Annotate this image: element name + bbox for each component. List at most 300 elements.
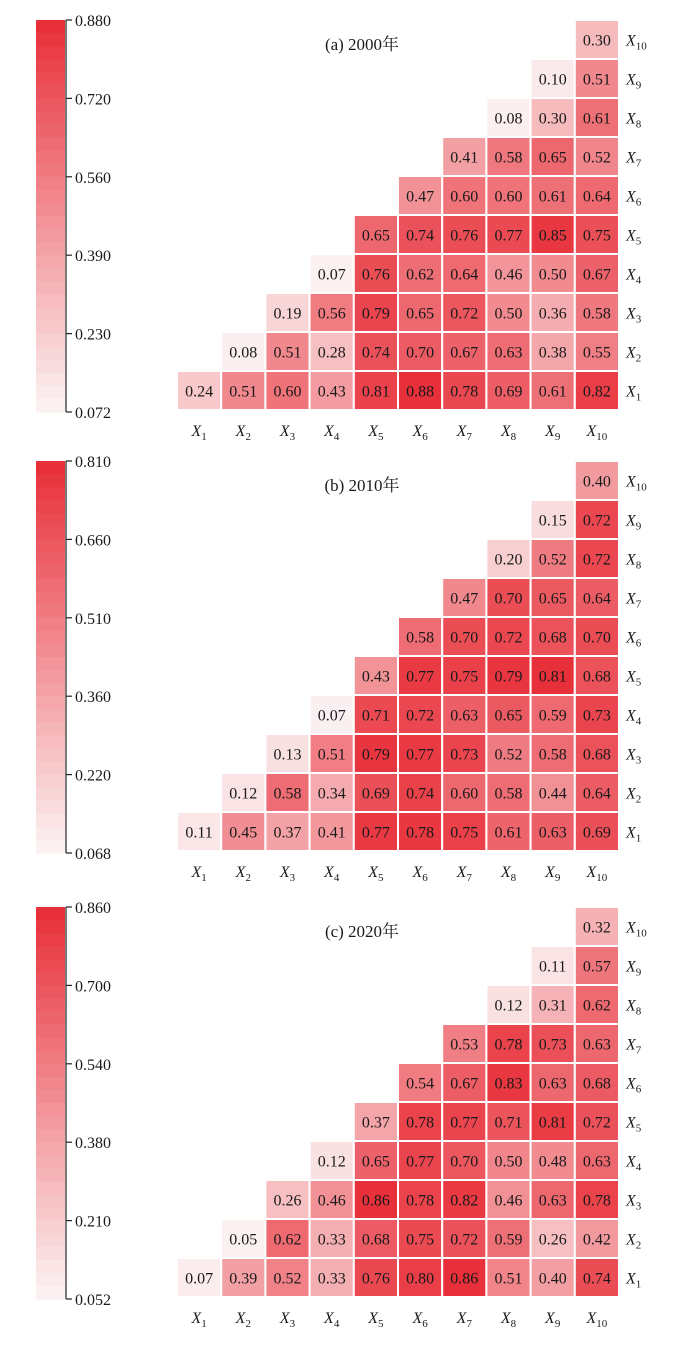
y-axis-label: $X_1$ [626,824,642,845]
y-axis-label: $X_8$ [626,997,642,1018]
cell-value: 0.41 [317,824,346,842]
colorbar-band [36,972,65,986]
cell-value: 0.81 [538,668,567,686]
cell-value: 0.65 [361,227,390,245]
cell-value: 0.52 [273,1270,302,1288]
colorbar-tick-label: 0.860 [75,900,111,917]
colorbar-band [36,566,65,580]
colorbar-band [36,1168,65,1182]
cell-value: 0.28 [317,344,346,362]
cell-value: 0.68 [538,629,567,647]
colorbar-band [36,1234,65,1248]
cell-value: 0.12 [229,785,258,803]
cell-value: 0.65 [361,1153,390,1171]
cell-value: 0.77 [406,668,435,686]
cell-value: 0.52 [538,551,567,569]
colorbar-band [36,255,65,269]
colorbar-band [36,151,65,165]
colorbar-band [36,1181,65,1195]
cell-value: 0.43 [361,668,390,686]
colorbar-band [36,696,65,710]
colorbar-band [36,840,65,854]
colorbar-tick-label: 0.390 [75,248,111,266]
colorbar-band [36,242,65,256]
colorbar-band [36,487,65,501]
x-axis-labels [190,864,607,884]
x-axis-label: $X_4$ [324,423,340,443]
cell-value: 0.72 [450,1231,479,1249]
cell-value: 0.11 [185,824,213,842]
cell-value: 0.40 [582,473,611,491]
cell-value: 0.51 [494,1270,523,1288]
colorbar-tick-label: 0.230 [75,326,111,344]
x-axis-label: $X_7$ [456,864,472,884]
cell-value: 0.77 [361,824,390,842]
cell-value: 0.33 [317,1231,346,1249]
cell-value: 0.52 [494,746,523,764]
cell-value: 0.52 [582,149,611,167]
cell-value: 0.79 [361,746,390,764]
cell-value: 0.79 [361,305,390,323]
cell-value: 0.58 [406,629,435,647]
colorbar-band [36,1103,65,1117]
cell-value: 0.61 [538,383,567,401]
colorbar-tick-label: 0.700 [75,978,111,996]
cell-value: 0.34 [317,785,346,803]
cell-value: 0.08 [229,344,258,362]
cell-value: 0.71 [494,1114,523,1132]
cell-value: 0.65 [538,149,567,167]
colorbar-band [36,98,65,112]
colorbar-band [36,946,65,960]
cell-value: 0.64 [582,785,611,803]
colorbar-band [36,294,65,308]
cell-value: 0.55 [582,344,611,362]
cell-value: 0.70 [406,344,435,362]
colorbar-band [36,1116,65,1130]
cell-value: 0.81 [538,1114,567,1132]
y-axis-label: $X_8$ [626,110,642,131]
cell-value: 0.69 [361,785,390,803]
chart-title: (a) 2000年 [324,35,400,54]
colorbar-band [36,920,65,934]
cell-value: 0.71 [361,707,390,725]
cell-value: 0.83 [494,1075,523,1093]
cell-value: 0.61 [582,110,611,128]
colorbar-band [36,1260,65,1274]
cell-value: 0.65 [406,305,435,323]
colorbar-band [36,592,65,606]
x-axis-label: $X_7$ [456,423,472,443]
cell-value: 0.78 [406,1114,435,1132]
cell-value: 0.07 [317,707,346,725]
colorbar-band [36,1221,65,1235]
colorbar-band [36,1273,65,1287]
cell-value: 0.74 [406,227,435,245]
x-axis-label: $X_8$ [500,1310,517,1330]
colorbar-band [36,1064,65,1078]
y-axis-label: $X_5$ [626,1114,642,1135]
y-axis-label: $X_4$ [626,1153,642,1174]
cell-value: 0.26 [538,1231,567,1249]
heatmap-cells [177,461,619,851]
cell-value: 0.60 [450,785,479,803]
colorbar-band [36,1129,65,1143]
cell-value: 0.33 [317,1270,346,1288]
cell-value: 0.63 [582,1036,611,1054]
y-axis-labels [625,920,647,1291]
x-axis-label: $X_3$ [279,1310,296,1330]
colorbar-band [36,1247,65,1261]
cell-value: 0.69 [494,383,523,401]
cell-value: 0.51 [229,383,258,401]
colorbar-band [36,762,65,776]
colorbar-tick-label: 0.380 [75,1135,111,1153]
cell-value: 0.11 [538,958,567,976]
x-axis-label: $X_8$ [500,423,517,443]
cell-value: 0.12 [494,997,523,1015]
cell-value: 0.53 [450,1036,479,1054]
cell-value: 0.63 [538,824,567,842]
cell-value: 0.62 [406,266,435,284]
y-axis-label: $X_7$ [626,1036,642,1057]
colorbar-band [36,20,65,34]
y-axis-label: $X_5$ [626,227,642,248]
cell-value: 0.46 [494,1192,523,1210]
cell-value: 0.32 [582,919,611,937]
cell-value: 0.58 [494,149,523,167]
cell-value: 0.78 [406,1192,435,1210]
cell-value: 0.82 [450,1192,479,1210]
cell-value: 0.63 [494,344,523,362]
cell-value: 0.63 [538,1192,567,1210]
cell-value: 0.50 [538,266,567,284]
colorbar-band [36,1038,65,1052]
y-axis-label: $X_4$ [626,266,642,287]
cell-value: 0.05 [229,1231,258,1249]
cell-value: 0.13 [273,746,302,764]
cell-value: 0.61 [494,824,523,842]
cell-value: 0.75 [406,1231,435,1249]
colorbar-band [36,907,65,921]
cell-value: 0.77 [494,227,523,245]
colorbar-band [36,281,65,295]
colorbar-band [36,321,65,335]
colorbar-band [36,85,65,99]
cell-value: 0.75 [582,227,611,245]
x-axis-label: $X_8$ [500,864,517,884]
cell-value: 0.46 [317,1192,346,1210]
colorbar-band [36,1208,65,1222]
cell-value: 0.58 [494,785,523,803]
colorbar-tick-label: 0.068 [75,846,111,863]
cell-value: 0.38 [538,344,567,362]
colorbar-band [36,399,65,413]
cell-value: 0.60 [494,188,523,206]
x-axis-label: $X_4$ [324,864,340,884]
cell-value: 0.77 [450,1114,479,1132]
colorbar-band [36,683,65,697]
colorbar-band [36,177,65,191]
colorbar-band [36,216,65,230]
cell-value: 0.67 [582,266,611,284]
cell-value: 0.75 [450,668,479,686]
cell-value: 0.86 [450,1270,479,1288]
colorbar-band [36,164,65,178]
cell-value: 0.51 [273,344,302,362]
cell-value: 0.54 [406,1075,435,1093]
colorbar-band [36,268,65,282]
cell-value: 0.08 [494,110,523,128]
cell-value: 0.73 [582,707,611,725]
colorbar-band [36,618,65,632]
y-axis-label: $X_{10}$ [626,32,647,53]
cell-value: 0.77 [406,746,435,764]
cell-value: 0.61 [538,188,567,206]
y-axis-labels [625,33,647,404]
cell-value: 0.74 [582,1270,611,1288]
cell-value: 0.67 [450,344,479,362]
colorbar-tick-label: 0.560 [75,169,111,187]
cell-value: 0.43 [317,383,346,401]
cell-value: 0.68 [582,1075,611,1093]
cell-value: 0.80 [406,1270,435,1288]
y-axis-label: $X_2$ [626,785,642,806]
cell-value: 0.20 [494,551,523,569]
cell-value: 0.40 [538,1270,567,1288]
x-axis-label: $X_6$ [412,423,428,443]
x-axis-label: $X_2$ [235,1310,251,1330]
colorbar-band [36,1142,65,1156]
colorbar [36,454,111,863]
y-axis-label: $X_{10}$ [626,473,647,494]
colorbar-band [36,631,65,645]
cell-value: 0.77 [406,1153,435,1171]
colorbar-tick-label: 0.540 [75,1056,111,1074]
colorbar-band [36,138,65,152]
cell-value: 0.86 [361,1192,390,1210]
cell-value: 0.07 [317,266,346,284]
cell-value: 0.46 [494,266,523,284]
x-axis-label: $X_9$ [545,423,561,443]
cell-value: 0.39 [229,1270,258,1288]
cell-value: 0.58 [273,785,302,803]
colorbar-band [36,72,65,86]
cell-value: 0.76 [450,227,479,245]
colorbar-band [36,709,65,723]
x-axis-label: $X_6$ [412,864,428,884]
y-axis-label: $X_3$ [626,1192,642,1213]
heatmap-panel-2 [36,454,647,884]
heatmap-cells [177,907,619,1297]
cell-value: 0.70 [450,1153,479,1171]
y-axis-label: $X_2$ [626,344,642,365]
colorbar-tick-label: 0.660 [75,532,111,550]
colorbar-band [36,33,65,47]
colorbar-band [36,998,65,1012]
cell-value: 0.47 [406,188,435,206]
cell-value: 0.76 [361,266,390,284]
colorbar-band [36,1194,65,1208]
cell-value: 0.63 [582,1153,611,1171]
colorbar-band [36,347,65,361]
cell-value: 0.72 [494,629,523,647]
cell-value: 0.74 [406,785,435,803]
cell-value: 0.62 [582,997,611,1015]
y-axis-label: $X_1$ [626,383,642,404]
x-axis-label: $X_1$ [191,423,207,443]
cell-value: 0.07 [185,1270,214,1288]
cell-value: 0.30 [538,110,567,128]
colorbar-band [36,748,65,762]
colorbar-band [36,959,65,973]
x-axis-label: $X_{10}$ [586,864,608,884]
colorbar-band [36,775,65,789]
colorbar-tick-label: 0.072 [75,405,111,422]
x-axis-label: $X_3$ [279,423,296,443]
cell-value: 0.70 [494,590,523,608]
x-axis-label: $X_4$ [324,1310,340,1330]
cell-value: 0.65 [494,707,523,725]
colorbar-tick-label: 0.720 [75,91,111,109]
cell-value: 0.42 [582,1231,611,1249]
y-axis-label: $X_3$ [626,746,642,767]
y-axis-label: $X_5$ [626,668,642,689]
cell-value: 0.10 [538,71,567,89]
cell-value: 0.31 [538,997,567,1015]
colorbar-band [36,229,65,243]
colorbar-band [36,474,65,488]
cell-value: 0.72 [450,305,479,323]
cell-value: 0.88 [406,383,435,401]
colorbar-band [36,1025,65,1039]
y-axis-label: $X_9$ [626,512,642,533]
cell-value: 0.37 [361,1114,390,1132]
cell-value: 0.59 [494,1231,523,1249]
y-axis-label: $X_8$ [626,551,642,572]
cell-value: 0.47 [450,590,479,608]
cell-value: 0.74 [361,344,390,362]
cell-value: 0.56 [317,305,346,323]
colorbar-tick-label: 0.220 [75,767,111,785]
colorbar-band [36,644,65,658]
colorbar-band [36,1090,65,1104]
cell-value: 0.59 [538,707,567,725]
colorbar-band [36,801,65,815]
colorbar-tick-label: 0.810 [75,454,111,471]
cell-value: 0.75 [450,824,479,842]
cell-value: 0.62 [273,1231,302,1249]
x-axis-label: $X_2$ [235,423,251,443]
colorbar-band [36,735,65,749]
colorbar-band [36,59,65,73]
colorbar-band [36,722,65,736]
cell-value: 0.41 [450,149,479,167]
colorbar-band [36,111,65,125]
cell-value: 0.73 [538,1036,567,1054]
cell-value: 0.63 [538,1075,567,1093]
colorbar-tick-label: 0.210 [75,1213,111,1231]
cell-value: 0.64 [450,266,479,284]
cell-value: 0.44 [538,785,567,803]
colorbar-band [36,500,65,514]
cell-value: 0.78 [582,1192,611,1210]
cell-value: 0.68 [582,746,611,764]
y-axis-label: $X_1$ [626,1270,642,1291]
cell-value: 0.79 [494,668,523,686]
x-axis-label: $X_1$ [191,864,207,884]
colorbar-band [36,788,65,802]
cell-value: 0.24 [185,383,214,401]
colorbar-band [36,190,65,204]
cell-value: 0.82 [582,383,611,401]
cell-value: 0.85 [538,227,567,245]
x-axis-label: $X_1$ [191,1310,207,1330]
colorbar-band [36,933,65,947]
y-axis-label: $X_9$ [626,71,642,92]
x-axis-labels [190,423,607,443]
cell-value: 0.12 [317,1153,346,1171]
cell-value: 0.30 [582,32,611,50]
cell-value: 0.60 [273,383,302,401]
x-axis-label: $X_5$ [368,1310,384,1330]
cell-value: 0.78 [494,1036,523,1054]
colorbar-band [36,552,65,566]
cell-value: 0.81 [361,383,390,401]
cell-value: 0.68 [361,1231,390,1249]
y-axis-label: $X_9$ [626,958,642,979]
colorbar-band [36,125,65,139]
x-axis-labels [190,1310,607,1330]
cell-value: 0.64 [582,188,611,206]
heatmap-panel-1 [36,13,647,443]
x-axis-label: $X_{10}$ [586,1310,608,1330]
x-axis-label: $X_9$ [545,864,561,884]
cell-value: 0.45 [229,824,258,842]
colorbar-band [36,1155,65,1169]
cell-value: 0.69 [582,824,611,842]
y-axis-label: $X_6$ [626,188,642,209]
colorbar-band [36,579,65,593]
cell-value: 0.64 [582,590,611,608]
y-axis-label: $X_7$ [626,149,642,170]
y-axis-label: $X_6$ [626,629,642,650]
cell-value: 0.58 [538,746,567,764]
cell-value: 0.26 [273,1192,302,1210]
cell-value: 0.37 [273,824,302,842]
cell-value: 0.72 [582,1114,611,1132]
colorbar-band [36,1286,65,1300]
cell-value: 0.19 [273,305,302,323]
colorbar-band [36,1077,65,1091]
cell-value: 0.72 [406,707,435,725]
colorbar-band [36,985,65,999]
cell-value: 0.76 [361,1270,390,1288]
heatmap-panel-3 [36,900,647,1330]
cell-value: 0.65 [538,590,567,608]
cell-value: 0.58 [582,305,611,323]
y-axis-label: $X_{10}$ [626,919,647,940]
colorbar-band [36,307,65,321]
colorbar-band [36,373,65,387]
x-axis-label: $X_6$ [412,1310,428,1330]
cell-value: 0.73 [450,746,479,764]
colorbar-band [36,827,65,841]
x-axis-label: $X_5$ [368,423,384,443]
y-axis-label: $X_4$ [626,707,642,728]
colorbar-band [36,386,65,400]
cell-value: 0.67 [450,1075,479,1093]
